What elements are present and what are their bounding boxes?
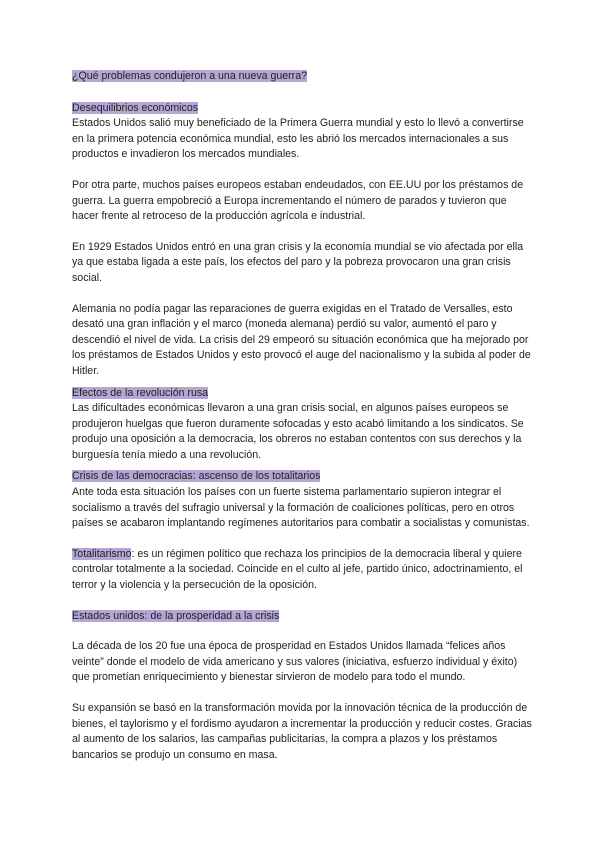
- paragraph: Ante toda esta situación los países con un fuerte sistema parlamentario supieron integrar el socialismo a través del sufragio universal y la formación de coaliciones políticas, pero en otros países se acabaron implantando regímenes autoritarios para combatir a socialistas y comunistas.: [72, 486, 530, 530]
- definition-totalitarismo: [72, 547, 532, 594]
- section-heading-estados-unidos: Estados unidos: de la prosperidad a la crisis: [72, 609, 280, 622]
- section-heading-crisis-democracias: Crisis de las democracias: ascenso de los totalitarios: [72, 470, 321, 483]
- definition-term: Totalitarismo: [72, 547, 132, 560]
- section-heading-desequilibrios: Desequilibrios económicos: [72, 101, 199, 114]
- paragraph: Las dificultades económicas llevaron a una gran crisis social, en algunos países europeos se produjeron huelgas que fueron duramente sofocadas y esto acabó limitando a los sindicatos. Se produjo una oposición a la democracia, los obreros no estaban contentos con sus derechos y la burguesía tenía miedo a una revolución.: [72, 402, 524, 461]
- document-title: [72, 69, 532, 85]
- paragraph: Alemania no podía pagar las reparaciones de guerra exigidas en el Tratado de Versalles, esto desató una gran inflación y el marco (moneda alemana) perdió su valor, aumentó el paro y descendió el nivel de vida. La crisis del 29 empeoró su situación económica que ha mejorado por los préstamos de Estados Unidos y esto provocó el auge del nacionalismo y la subida al poder de Hitler.: [72, 302, 531, 377]
- section-heading-revolucion-rusa: Efectos de la revolución rusa: [72, 386, 209, 399]
- document-title-text: ¿Qué problemas condujeron a una nueva guerra?: [72, 70, 307, 82]
- definition-text: : es un régimen político que rechaza los principios de la democracia liberal y quiere controlar totalmente a la sociedad. Coincide en el culto al jefe, partido único, adoctrinamiento, el terror y la violencia y la persecución de la oposición.: [72, 547, 523, 592]
- paragraph: En 1929 Estados Unidos entró en una gran crisis y la economía mundial se vio afectada por ella ya que estaba ligada a este país, los efectos del paro y la pobreza provocaron una gran crisis social.: [72, 240, 524, 284]
- paragraph: Por otra parte, muchos países europeos estaban endeudados, con EE.UU por los préstamos de guerra. La guerra empobreció a Europa incrementando el número de parados y tuvieron que hacer frente al retroceso de la producción agrícola e industrial.: [72, 178, 524, 223]
- document-page: [72, 69, 532, 763]
- paragraph: La década de los 20 fue una época de prosperidad en Estados Unidos llamada “felices años veinte” donde el modelo de vida americano y sus valores (iniciativa, esfuerzo individual y éxito) que prometían enriquecimiento y bienestar sirvieron de modelo para todo el mundo.: [72, 640, 518, 684]
- paragraph: Estados Unidos salió muy beneficiado de la Primera Guerra mundial y esto lo llevó a convertirse en la primera potencia económica mundial, esto les abrió los mercados internacionales a sus productos e invadieron los mercados mundiales.: [72, 117, 524, 161]
- paragraph: Su expansión se basó en la transformación movida por la innovación técnica de la producción de bienes, el taylorismo y el fordismo ayudaron a incrementar la producción y reducir costes. Gracias al aumento de los salarios, las campañas publicitarias, la compra a plazos y los préstamos bancarios se produjo un consumo en masa.: [72, 702, 532, 761]
